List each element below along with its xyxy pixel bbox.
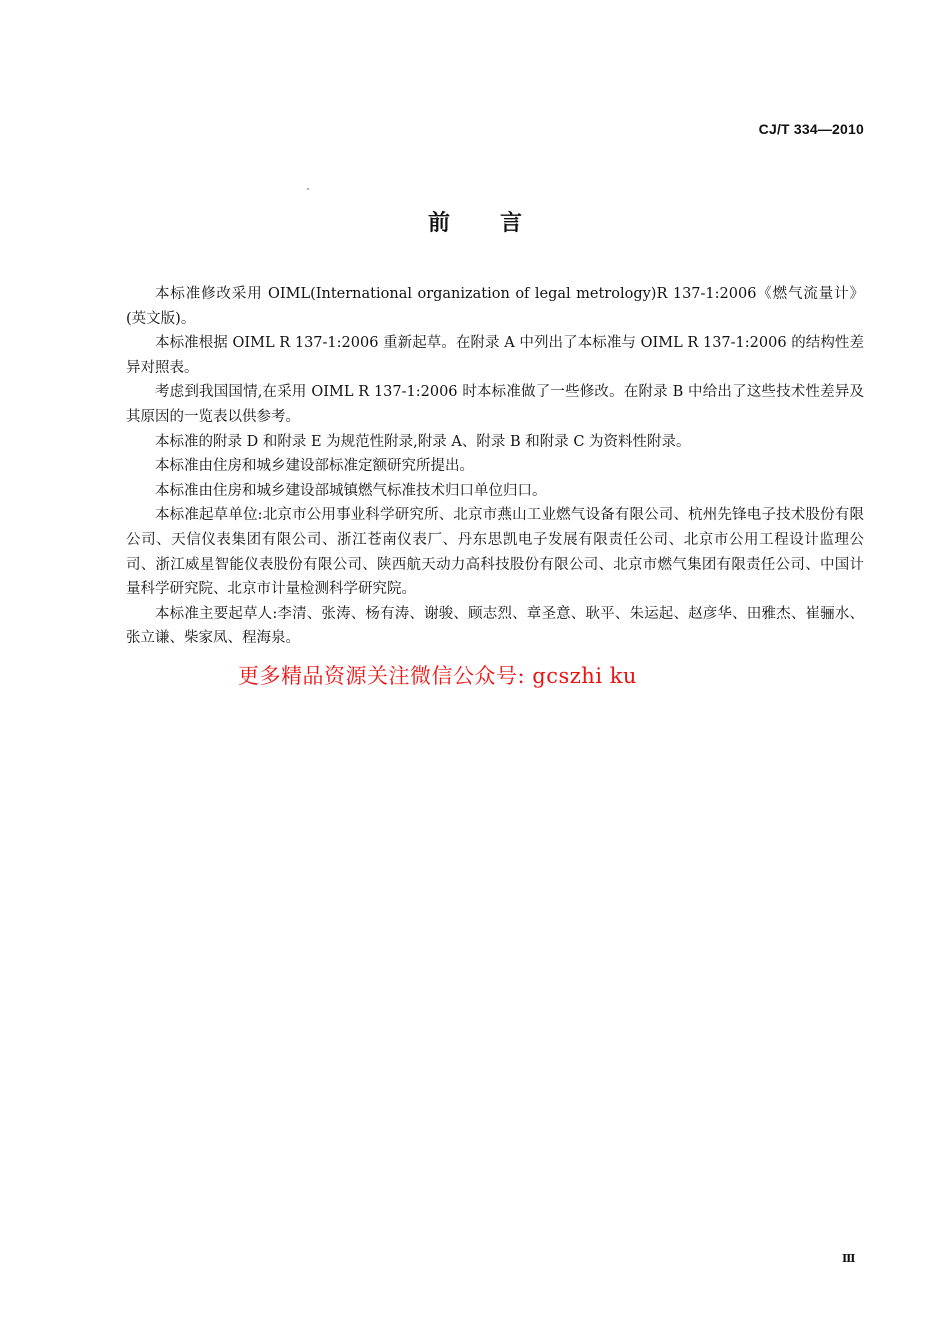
paragraph-drafters: 本标准主要起草人:李清、张涛、杨有涛、谢骏、顾志烈、章圣意、耿平、朱运起、赵彦华、田雅杰、崔骊水、张立谦、柴家凤、程海泉。 [126,605,864,647]
paragraph-appendices: 本标准的附录 D 和附录 E 为规范性附录,附录 A、附录 B 和附录 C 为资料性附录。 [155,433,691,450]
paragraph-proposer: 本标准由住房和城乡建设部标准定额研究所提出。 [155,458,474,475]
paragraph-drafting-units: 本标准起草单位:北京市公用事业科学研究所、北京市燕山工业燃气设备有限公司、杭州先锋电子技术股份有限公司、天信仪表集团有限公司、浙江苍南仪表厂、丹东思凯电子发展有限责任公司、北京市公用工程设计监理公司、浙江威星智能仪表股份有限公司、陕西航天动力高科技股份有限公司、北京市燃气集团有限责任公司、中国计量科学研究院、北京市计量检测科学研究院。 [126,507,864,598]
paragraph-redraft: 本标准根据 OIML R 137-1:2006 重新起草。在附录 A 中列出了本标准与 OIML R 137-1:2006 的结构性差异对照表。 [126,335,864,376]
promo-text: 更多精品资源关注微信公众号: gcszhi ku [238,664,637,688]
scan-speck [307,188,309,190]
foreword-body [126,282,864,651]
paragraph-adoption: 本标准修改采用 OIML(International organization of legal metrology)R 137-1:2006《燃气流量计》(英文版)。 [126,286,864,327]
page-title: 前言 [427,211,572,236]
page-number: Ⅲ [842,1252,856,1265]
paragraph-administrator: 本标准由住房和城乡建设部城镇燃气标准技术归口单位归口。 [155,482,547,499]
standard-number: CJ/T 334—2010 [758,121,864,137]
paragraph-modifications: 考虑到我国国情,在采用 OIML R 137-1:2006 时本标准做了一些修改。在附录 B 中给出了这些技术性差异及其原因的一览表以供参考。 [126,384,864,425]
